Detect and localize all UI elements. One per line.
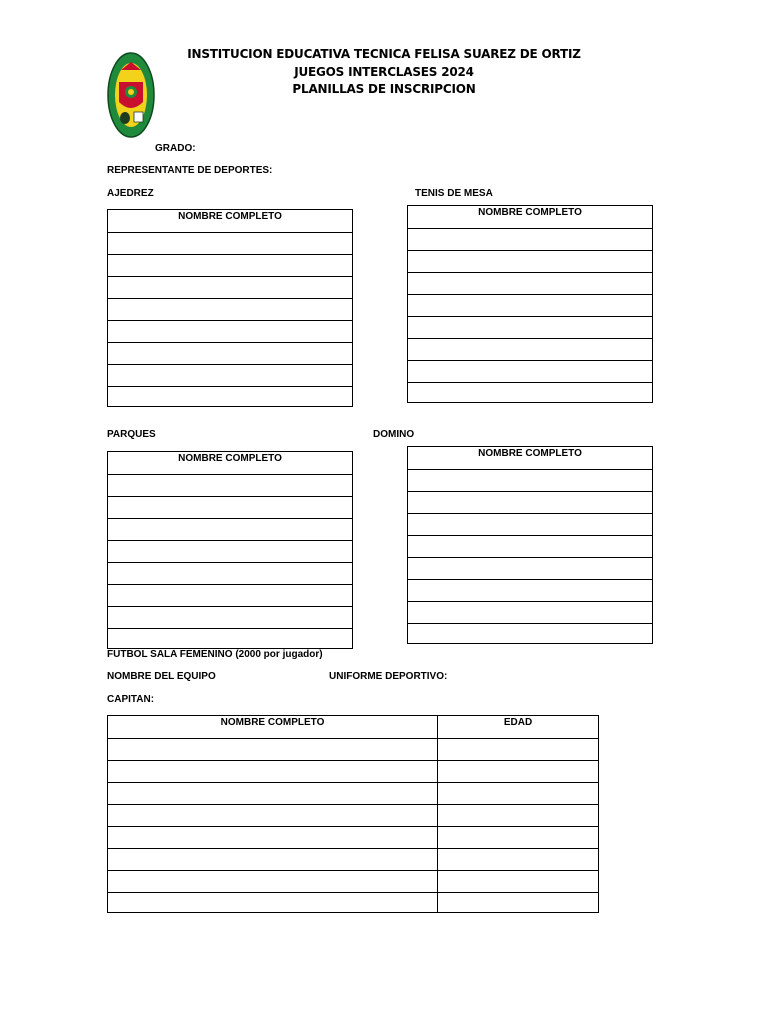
domino-row[interactable] <box>408 624 653 644</box>
ajedrez-row[interactable] <box>108 255 353 277</box>
ajedrez-row[interactable] <box>108 299 353 321</box>
parques-row[interactable] <box>108 497 353 519</box>
ajedrez-table <box>107 209 353 407</box>
tenis-row[interactable] <box>408 295 653 317</box>
futbol-age-cell[interactable] <box>438 761 599 783</box>
tenis-row[interactable] <box>408 273 653 295</box>
form-title: PLANILLAS DE INSCRIPCION <box>292 82 476 96</box>
ajedrez-row[interactable] <box>108 343 353 365</box>
futbol-age-cell[interactable] <box>438 893 599 913</box>
tenis-row[interactable] <box>408 383 653 403</box>
tenis-row[interactable] <box>408 339 653 361</box>
futbol-name-cell[interactable] <box>108 827 438 849</box>
ajedrez-title: AJEDREZ <box>107 188 154 199</box>
futbol-age-cell[interactable] <box>438 849 599 871</box>
captain-label: CAPITAN: <box>107 694 155 705</box>
ajedrez-row[interactable] <box>108 233 353 255</box>
domino-title: DOMINO <box>373 429 415 440</box>
tenis-column-header: NOMBRE COMPLETO <box>408 206 653 229</box>
tenis-row[interactable] <box>408 317 653 339</box>
futbol-age-cell[interactable] <box>438 739 599 761</box>
futbol-name-cell[interactable] <box>108 893 438 913</box>
futbol-name-cell[interactable] <box>108 783 438 805</box>
tenis-row[interactable] <box>408 361 653 383</box>
futbol-age-cell[interactable] <box>438 783 599 805</box>
domino-row[interactable] <box>408 602 653 624</box>
futbol-age-cell[interactable] <box>438 805 599 827</box>
domino-row[interactable] <box>408 536 653 558</box>
domino-row[interactable] <box>408 514 653 536</box>
representante-label: REPRESENTANTE DE DEPORTES: <box>107 165 273 176</box>
domino-row[interactable] <box>408 470 653 492</box>
futbol-name-cell[interactable] <box>108 761 438 783</box>
ajedrez-column-header: NOMBRE COMPLETO <box>108 210 353 233</box>
domino-row[interactable] <box>408 492 653 514</box>
parques-row[interactable] <box>108 541 353 563</box>
domino-column-header: NOMBRE COMPLETO <box>408 447 653 470</box>
domino-row[interactable] <box>408 558 653 580</box>
futbol-name-cell[interactable] <box>108 739 438 761</box>
ajedrez-row[interactable] <box>108 387 353 407</box>
parques-row[interactable] <box>108 519 353 541</box>
futbol-title: FUTBOL SALA FEMENINO (2000 por jugador) <box>107 649 323 660</box>
futbol-table <box>107 715 599 913</box>
uniform-label: UNIFORME DEPORTIVO: <box>329 671 448 682</box>
futbol-name-cell[interactable] <box>108 849 438 871</box>
futbol-name-cell[interactable] <box>108 871 438 893</box>
institution-title: INSTITUCION EDUCATIVA TECNICA FELISA SUAREZ DE ORTIZ <box>187 47 581 61</box>
event-title: JUEGOS INTERCLASES 2024 <box>294 65 474 79</box>
futbol-name-header: NOMBRE COMPLETO <box>108 716 438 739</box>
futbol-age-header: EDAD <box>438 716 599 739</box>
ajedrez-row[interactable] <box>108 365 353 387</box>
parques-row[interactable] <box>108 629 353 649</box>
futbol-name-cell[interactable] <box>108 805 438 827</box>
parques-column-header: NOMBRE COMPLETO <box>108 452 353 475</box>
parques-row[interactable] <box>108 585 353 607</box>
team-name-label: NOMBRE DEL EQUIPO <box>107 671 216 682</box>
grado-label: GRADO: <box>155 143 196 154</box>
tenis-row[interactable] <box>408 229 653 251</box>
parques-title: PARQUES <box>107 429 156 440</box>
tenis-table <box>407 205 653 403</box>
school-crest-icon <box>107 52 155 138</box>
ajedrez-row[interactable] <box>108 277 353 299</box>
parques-row[interactable] <box>108 607 353 629</box>
domino-row[interactable] <box>408 580 653 602</box>
parques-table <box>107 451 353 649</box>
parques-row[interactable] <box>108 563 353 585</box>
domino-table <box>407 446 653 644</box>
futbol-age-cell[interactable] <box>438 827 599 849</box>
tenis-title: TENIS DE MESA <box>415 188 493 199</box>
parques-row[interactable] <box>108 475 353 497</box>
futbol-age-cell[interactable] <box>438 871 599 893</box>
ajedrez-row[interactable] <box>108 321 353 343</box>
tenis-row[interactable] <box>408 251 653 273</box>
